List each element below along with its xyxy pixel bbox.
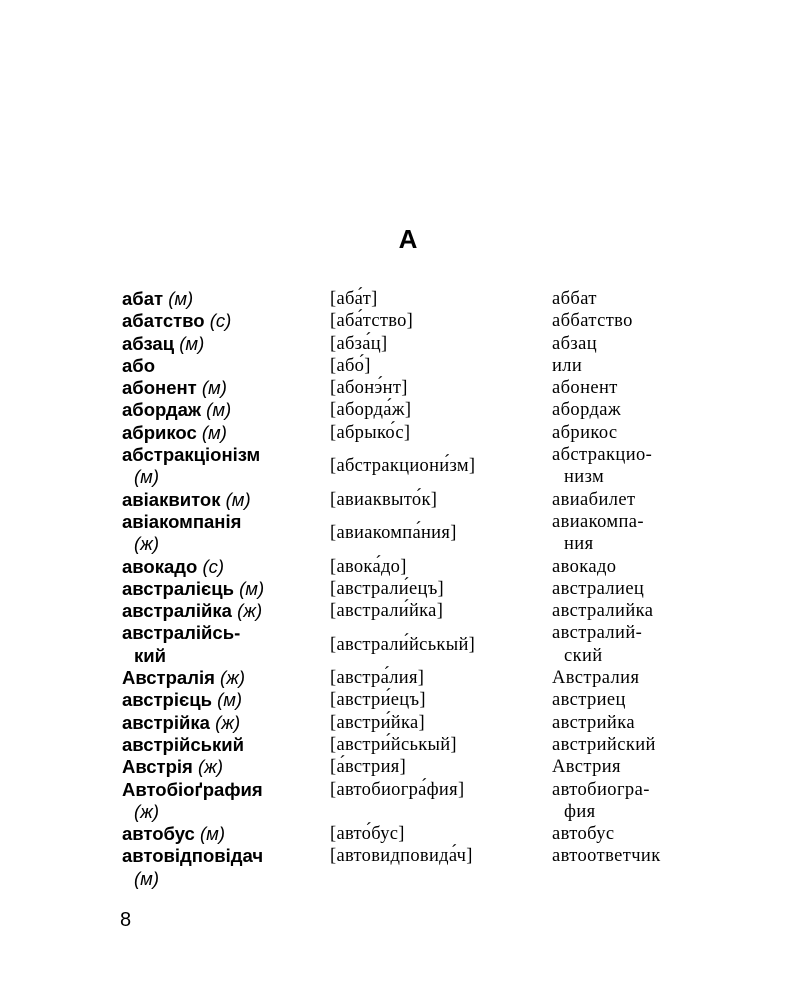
headword: Австралія: [122, 667, 215, 689]
gender-marker: (ж): [198, 756, 224, 778]
gender-marker: (м): [201, 377, 227, 399]
headword: австрієць: [122, 689, 212, 711]
pronunciation: [або́]: [330, 355, 371, 376]
headword: авіаквиток: [122, 488, 221, 510]
headword-continuation: кий: [134, 644, 167, 666]
headword: Автобіоґрафия: [122, 778, 263, 800]
translation: [552, 489, 722, 511]
translation-line: австриец: [552, 690, 626, 711]
translation: [552, 734, 722, 756]
translation: [552, 756, 722, 778]
headword-cell: [122, 310, 330, 332]
headword-cell: [122, 734, 330, 756]
translation: [552, 823, 722, 845]
headword: абатство: [122, 310, 205, 332]
headword: або: [122, 354, 156, 376]
translation-line: австралий-: [552, 623, 643, 644]
translation-line: абстракцио-: [552, 445, 653, 466]
headword-cell: [122, 355, 330, 377]
dictionary-entry: [122, 399, 722, 421]
dictionary-entry: [122, 667, 722, 689]
headword: австрійка: [122, 711, 210, 733]
pronunciation: [авиакомпа́ния]: [330, 523, 457, 544]
gender-marker: (ж): [215, 711, 241, 733]
translation: [552, 779, 722, 824]
translation: [552, 556, 722, 578]
translation-line: австралийка: [552, 601, 654, 622]
translation-line: абрикос: [552, 422, 618, 443]
pronunciation: [австрали́йка]: [330, 601, 444, 622]
translation: [552, 511, 722, 556]
headword: авіакомпанія: [122, 510, 242, 532]
dictionary-entry: [122, 355, 722, 377]
translation: [552, 422, 722, 444]
translation-line: ский: [564, 645, 603, 666]
pronunciation: [австра́лия]: [330, 668, 425, 689]
gender-marker: (ж): [134, 800, 160, 822]
dictionary-entry: [122, 689, 722, 711]
headword: австралійка: [122, 600, 232, 622]
translation-line: австрийка: [552, 712, 635, 733]
gender-marker: (ж): [220, 667, 246, 689]
translation: [552, 444, 722, 489]
headword-cell: [122, 422, 330, 444]
dictionary-entry: [122, 845, 722, 890]
translation: [552, 333, 722, 355]
translation-line: автобиогра-: [552, 779, 650, 800]
dictionary-entry: [122, 600, 722, 622]
translation: [552, 310, 722, 332]
gender-marker: (м): [201, 421, 227, 443]
translation-line: или: [552, 355, 583, 376]
headword-cell: [122, 489, 330, 511]
pronunciation: [авто́бус]: [330, 824, 405, 845]
headword-cell: [122, 756, 330, 778]
headword-cell: [122, 622, 330, 667]
translation-line: австралиец: [552, 578, 645, 599]
gender-marker: (м): [179, 332, 205, 354]
translation-line: Австрия: [552, 757, 621, 778]
dictionary-entry: [122, 444, 722, 489]
dictionary-entry: [122, 556, 722, 578]
headword-cell: [122, 578, 330, 600]
translation-line: автобус: [552, 824, 615, 845]
translation-line: абордаж: [552, 400, 622, 421]
translation-line: австрийский: [552, 734, 656, 755]
gender-marker: (м): [206, 399, 232, 421]
headword: Австрія: [122, 756, 193, 778]
translation-line: абзац: [552, 333, 598, 354]
page-number: 8: [120, 909, 132, 931]
translation: [552, 689, 722, 711]
dictionary-entry: [122, 333, 722, 355]
headword-cell: [122, 689, 330, 711]
gender-marker: (м): [217, 689, 243, 711]
pronunciation: [автовидповида́ч]: [330, 846, 473, 867]
translation: [552, 399, 722, 421]
translation-line: аббат: [552, 289, 597, 309]
translation-line: абонент: [552, 378, 618, 399]
headword: австрійський: [122, 733, 245, 755]
headword: абат: [122, 288, 164, 309]
headword: автобус: [122, 823, 195, 845]
headword: автовідповідач: [122, 845, 264, 867]
translation: [552, 288, 722, 310]
translation: [552, 845, 722, 867]
dictionary-entry: [122, 756, 722, 778]
gender-marker: (м): [225, 488, 251, 510]
pronunciation: [автобиогра́фия]: [330, 779, 465, 800]
translation: [552, 377, 722, 399]
section-letter-heading: А: [398, 224, 418, 254]
gender-marker: (м): [199, 823, 225, 845]
pronunciation: [авока́до]: [330, 556, 407, 577]
headword: абзац: [122, 332, 175, 354]
headword-cell: [122, 556, 330, 578]
translation: [552, 578, 722, 600]
headword-cell: [122, 333, 330, 355]
gender-marker: (м): [134, 466, 160, 488]
dictionary-entry: [122, 422, 722, 444]
translation-line: авокадо: [552, 556, 617, 577]
headword-cell: [122, 511, 330, 556]
headword-cell: [122, 399, 330, 421]
headword-cell: [122, 600, 330, 622]
pronunciation: [аба́т]: [330, 289, 378, 309]
headword: авокадо: [122, 555, 198, 577]
translation: [552, 355, 722, 377]
translation: [552, 622, 722, 667]
pronunciation: [австри́йка]: [330, 712, 425, 733]
dictionary-entry: [122, 489, 722, 511]
gender-marker: (м): [168, 288, 194, 309]
translation-line: фия: [564, 801, 596, 822]
pronunciation: [австрали́ецъ]: [330, 578, 445, 599]
dictionary-entry: [122, 310, 722, 332]
headword: абрикос: [122, 421, 197, 443]
headword: абонент: [122, 377, 197, 399]
gender-marker: (с): [209, 310, 232, 332]
pronunciation: [австрали́йськый]: [330, 634, 476, 655]
headword-cell: [122, 779, 330, 824]
dictionary-entry: [122, 712, 722, 734]
dictionary-entry: [122, 823, 722, 845]
dictionary-entry: [122, 779, 722, 824]
pronunciation: [абза́ц]: [330, 333, 388, 354]
gender-marker: (с): [202, 555, 225, 577]
headword-cell: [122, 845, 330, 890]
translation-line: авиакомпа-: [552, 511, 644, 532]
pronunciation: [абстракциони́зм]: [330, 456, 476, 477]
gender-marker: (ж): [134, 533, 160, 555]
headword: абстракціонізм: [122, 444, 261, 466]
dictionary-entry: [122, 578, 722, 600]
dictionary-entry: [122, 288, 722, 310]
headword: абордаж: [122, 399, 202, 421]
translation-line: Австралия: [552, 668, 640, 689]
dictionary-entry: [122, 734, 722, 756]
pronunciation: [авиаквыто́к]: [330, 489, 438, 510]
headword-cell: [122, 444, 330, 489]
pronunciation: [абрыко́с]: [330, 422, 411, 443]
dictionary-entry: [122, 511, 722, 556]
gender-marker: (м): [134, 867, 160, 889]
translation-line: авиабилет: [552, 489, 636, 510]
headword-cell: [122, 377, 330, 399]
headword-cell: [122, 288, 330, 310]
headword-cell: [122, 823, 330, 845]
translation-line: низм: [564, 467, 605, 488]
translation-line: автоответчик: [552, 846, 661, 867]
gender-marker: (ж): [237, 600, 263, 622]
headword-cell: [122, 712, 330, 734]
translation: [552, 667, 722, 689]
gender-marker: (м): [239, 577, 265, 599]
pronunciation: [абонэ́нт]: [330, 378, 408, 399]
pronunciation: [австри́йськый]: [330, 734, 457, 755]
headword: австралієць: [122, 577, 234, 599]
entries-list: [122, 288, 722, 890]
headword: австралійсь-: [122, 622, 241, 644]
pronunciation: [австри́ецъ]: [330, 690, 426, 711]
pronunciation: [а́встрия]: [330, 757, 407, 778]
dictionary-entry: [122, 622, 722, 667]
translation: [552, 600, 722, 622]
pronunciation: [аборда́ж]: [330, 400, 412, 421]
translation: [552, 712, 722, 734]
dictionary-entry: [122, 377, 722, 399]
translation-line: ния: [564, 534, 594, 555]
headword-cell: [122, 667, 330, 689]
pronunciation: [аба́тство]: [330, 311, 414, 332]
translation-line: аббатство: [552, 311, 633, 332]
